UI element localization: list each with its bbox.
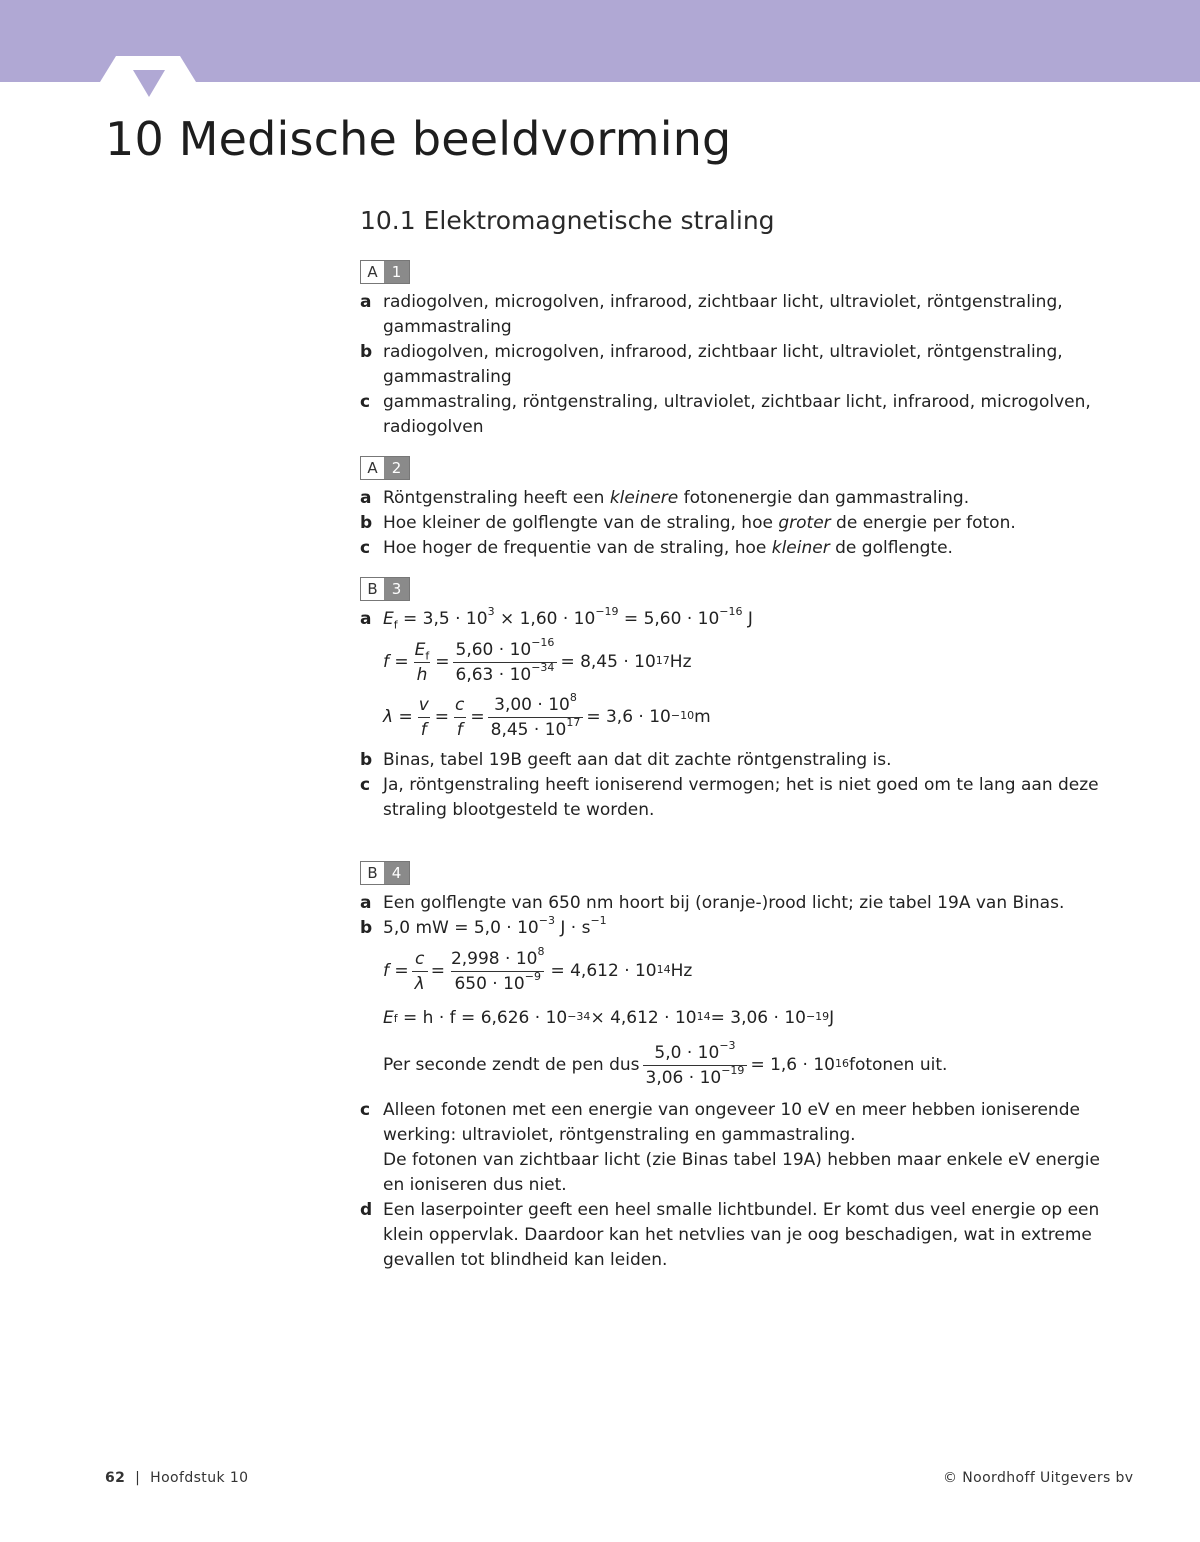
question-label: [360, 260, 410, 284]
item-text: fotonenergie dan gammastraling.: [678, 488, 970, 508]
item-letter: b: [360, 342, 373, 362]
item-text: Ja, röntgenstraling heeft ioniserend vermogen; het is niet goed om te lang aan deze straling blootgesteld te worden.: [383, 775, 1099, 820]
item-emphasis: groter: [778, 513, 831, 533]
equation-frequency: f = $\frac{c}{\lambda}$ = $\frac{2,998 \cdot 10^8}{650 \cdot 10^{-9}}$ = 4,612 · 10 $^{14}$ Hz: [383, 945, 693, 994]
question-level: B: [367, 580, 378, 598]
item-emphasis: kleinere: [609, 488, 679, 508]
item-text: Alleen fotonen met een energie van ongeveer 10 eV en meer hebben ioniserende werking: ultraviolet, röntgenstraling en gammastraling.: [383, 1100, 1080, 1145]
item-text: De fotonen van zichtbaar licht (zie Binas tabel 19A) hebben maar enkele eV energie en ioniseren dus niet.: [383, 1150, 1100, 1195]
answer-item: [360, 1098, 1100, 1198]
item-text: radiogolven, microgolven, infrarood, zichtbaar licht, ultraviolet, röntgenstraling, gammastraling: [383, 292, 1063, 337]
down-triangle-icon: [133, 70, 165, 97]
item-letter: b: [360, 918, 373, 938]
question-number: 4: [384, 862, 409, 884]
item-letter: c: [360, 538, 371, 558]
question-level: A: [367, 459, 378, 477]
footer-chapter: Hoofdstuk 10: [150, 1470, 249, 1486]
question-number: 2: [384, 457, 409, 479]
question-block: [360, 577, 1100, 823]
section-title: 10.1 Elektromagnetische straling: [360, 206, 775, 235]
question-block: [360, 861, 1100, 1273]
answer-item: [360, 916, 1100, 941]
item-letter: a: [360, 488, 372, 508]
item-text: gammastraling, röntgenstraling, ultraviolet, zichtbaar licht, infrarood, microgolven, radiogolven: [383, 392, 1091, 437]
chapter-title: 10 Medische beeldvorming: [105, 112, 732, 166]
item-letter: c: [360, 392, 371, 412]
equation-energy: E f = h · f = 6,626 · 10 $^{-34}$ × 4,612 · 10 $^{14}$ = 3,06 · 10 $^{-19}$ J: [383, 1008, 835, 1028]
equation-frequency: f = $\frac{E_f}{h}$ = $\frac{5,60 \cdot 10^{-16}}{6,63 \cdot 10^{-34}}$ = 8,45 · 10 $^{17}$ Hz: [383, 636, 692, 685]
equation-photon-count: Per seconde zendt de pen dus $\frac{5,0 \cdot 10^{-3}}{3,06 \cdot 10^{-19}}$ = 1,6 · 10 $^{16}$ fotonen uit.: [383, 1039, 948, 1088]
answer-item: [360, 773, 1100, 823]
question-label: [360, 577, 410, 601]
item-letter: c: [360, 775, 371, 795]
question-number: 1: [384, 261, 409, 283]
item-text: Röntgenstraling heeft een: [383, 488, 610, 508]
item-text: Binas, tabel 19B geeft aan dat dit zachte röntgenstraling is.: [383, 750, 892, 770]
item-text: Hoe kleiner de golflengte van de straling, hoe: [383, 513, 779, 533]
item-letter: a: [360, 893, 372, 913]
answer-item: [360, 1198, 1100, 1273]
equation-energy: $E_f = 3,5 \cdot 10^3 \times 1,60 \cdot 10^{-19} = 5,60 \cdot 10^{-16}$ J: [383, 605, 753, 632]
answer-item: [360, 340, 1100, 390]
answer-item: [360, 607, 1100, 632]
question-label: [360, 861, 410, 885]
question-label: [360, 456, 410, 480]
question-level: A: [367, 263, 378, 281]
item-text: de energie per foton.: [830, 513, 1016, 533]
answer-item: [360, 511, 1100, 536]
question-block: [360, 456, 1100, 561]
item-text: radiogolven, microgolven, infrarood, zichtbaar licht, ultraviolet, röntgenstraling, gammastraling: [383, 342, 1063, 387]
answer-item: [360, 390, 1100, 440]
equation-wavelength: λ = $\frac{v}{f}$ = $\frac{c}{f}$ = $\frac{3,00 \cdot 10^8}{8,45 \cdot 10^{17}}$ = 3,6 · 10 $^{-10}$ m: [383, 691, 711, 740]
item-emphasis: kleiner: [771, 538, 830, 558]
power-conversion: 5,0 mW = $5,0 \cdot 10^{-3}$ $J \cdot s^{-1}$: [383, 914, 607, 938]
item-letter: a: [360, 292, 372, 312]
page-number: 62: [105, 1470, 126, 1486]
item-text: de golflengte.: [829, 538, 953, 558]
item-letter: c: [360, 1100, 371, 1120]
item-letter: b: [360, 750, 373, 770]
item-letter: b: [360, 513, 373, 533]
item-text: Hoe hoger de frequentie van de straling, hoe: [383, 538, 772, 558]
answer-item: [360, 536, 1100, 561]
answer-item: [360, 486, 1100, 511]
footer-separator: |: [135, 1470, 141, 1486]
question-level: B: [367, 864, 378, 882]
answer-item: [360, 891, 1100, 916]
page-footer-left: [105, 1470, 248, 1486]
answer-item: [360, 748, 1100, 773]
answer-item: [360, 290, 1100, 340]
item-text: Een golflengte van 650 nm hoort bij (oranje-)rood licht; zie tabel 19A van Binas.: [383, 893, 1065, 913]
question-block: [360, 260, 1100, 440]
question-number: 3: [384, 578, 409, 600]
answers-content: [360, 260, 1100, 1289]
item-text: Een laserpointer geeft een heel smalle lichtbundel. Er komt dus veel energie op een klein oppervlak. Daardoor kan het netvlies van je oog beschadigen, wat in extreme gevallen tot blindheid kan leiden.: [383, 1200, 1100, 1270]
item-letter: a: [360, 609, 372, 629]
publisher-credit: © Noordhoff Uitgevers bv: [943, 1470, 1134, 1486]
item-letter: d: [360, 1200, 373, 1220]
